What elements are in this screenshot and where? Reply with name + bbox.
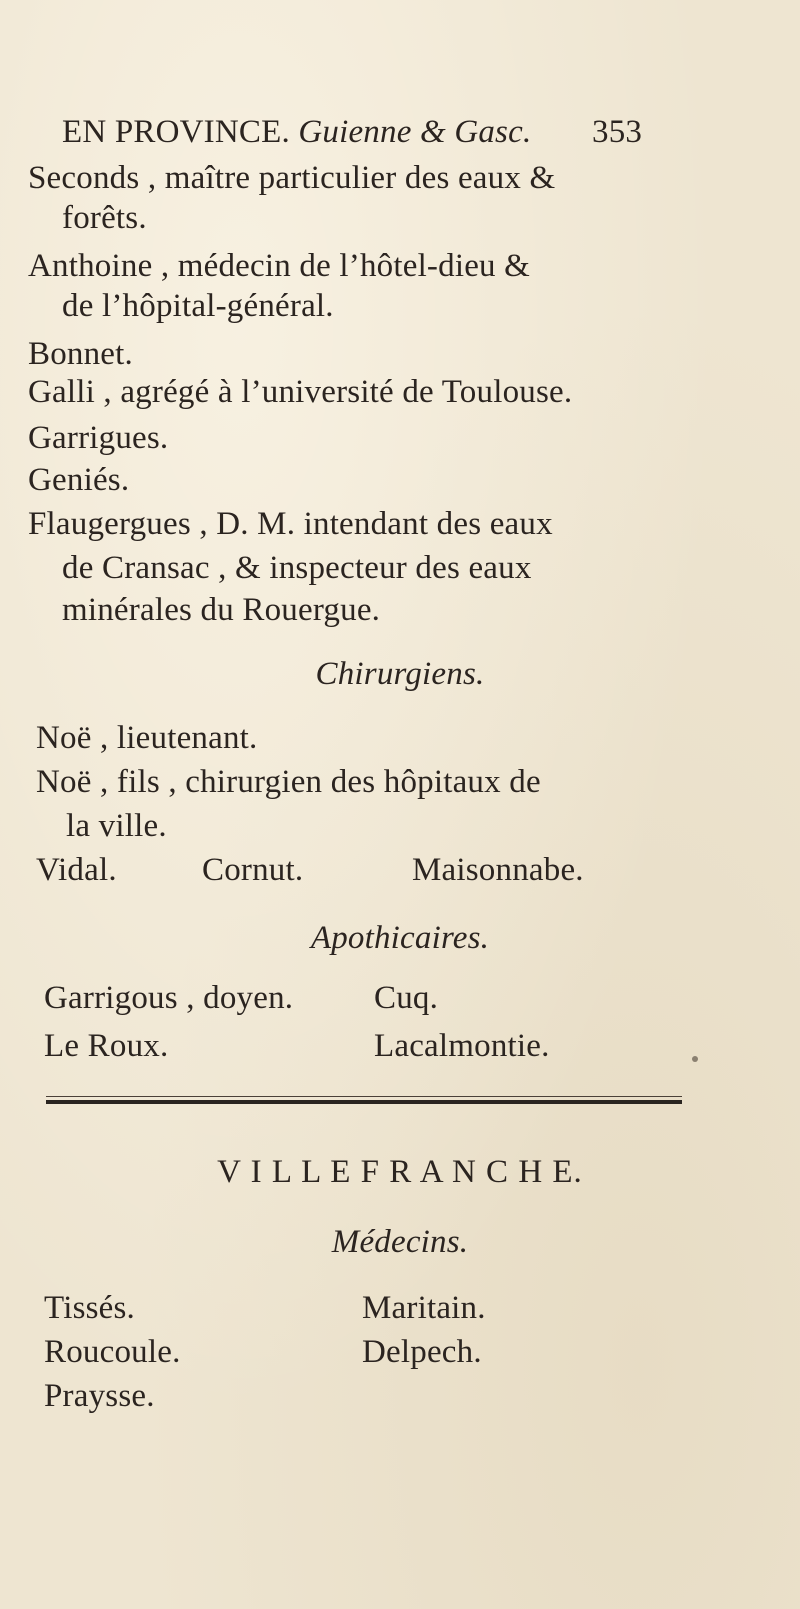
section-divider — [46, 1100, 682, 1104]
entry-line: minérales du Rouergue. — [62, 592, 381, 628]
entry-name: Praysse. — [44, 1378, 155, 1414]
running-head-italic: Guienne & Gasc. — [298, 114, 532, 150]
running-head: EN PROVINCE. — [62, 114, 290, 150]
section-heading-apothicaires: Apothicaires. — [310, 920, 490, 956]
section-heading-medecins: Médecins. — [331, 1224, 469, 1260]
city-title: V I L L E F R A N C H E. — [217, 1154, 583, 1190]
entry-name: Delpech. — [362, 1334, 482, 1370]
entry-line: Flaugergues , D. M. intendant des eaux — [28, 506, 553, 542]
entry-line: Seconds , maître particulier des eaux & — [28, 160, 556, 196]
entry-name: Cornut. — [202, 852, 304, 888]
entry-name: Vidal. — [36, 852, 117, 888]
entry-line: Garrigues. — [28, 420, 169, 456]
paper-speck — [692, 1056, 698, 1062]
entry-name: Maritain. — [362, 1290, 486, 1326]
entry-name: Maisonnabe. — [412, 852, 584, 888]
section-divider-thin — [46, 1096, 682, 1097]
entry-name: Roucoule. — [44, 1334, 181, 1370]
entry-line: de Cransac , & inspecteur des eaux — [62, 550, 532, 586]
section-heading-chirurgiens: Chirurgiens. — [315, 656, 485, 692]
entry-line: forêts. — [62, 200, 147, 236]
entry-line: Bonnet. — [28, 336, 133, 372]
entry-name: Le Roux. — [44, 1028, 169, 1064]
entry-line: de l’hôpital-général. — [62, 288, 334, 324]
entry-line: Anthoine , médecin de l’hôtel-dieu & — [28, 248, 531, 284]
entry-name: Lacalmontie. — [374, 1028, 550, 1064]
running-header — [62, 112, 643, 152]
page-number: 353 — [592, 114, 643, 150]
entry-line: Noë , lieutenant. — [36, 720, 258, 756]
entry-name: Tissés. — [44, 1290, 135, 1326]
entry-line: la ville. — [66, 808, 167, 844]
entry-name: Cuq. — [374, 980, 439, 1016]
entry-name: Garrigous , doyen. — [44, 980, 294, 1016]
entry-line: Noë , fils , chirurgien des hôpitaux de — [36, 764, 541, 800]
entry-line: Geniés. — [28, 462, 130, 498]
entry-line: Galli , agrégé à l’université de Toulouse. — [28, 374, 573, 410]
